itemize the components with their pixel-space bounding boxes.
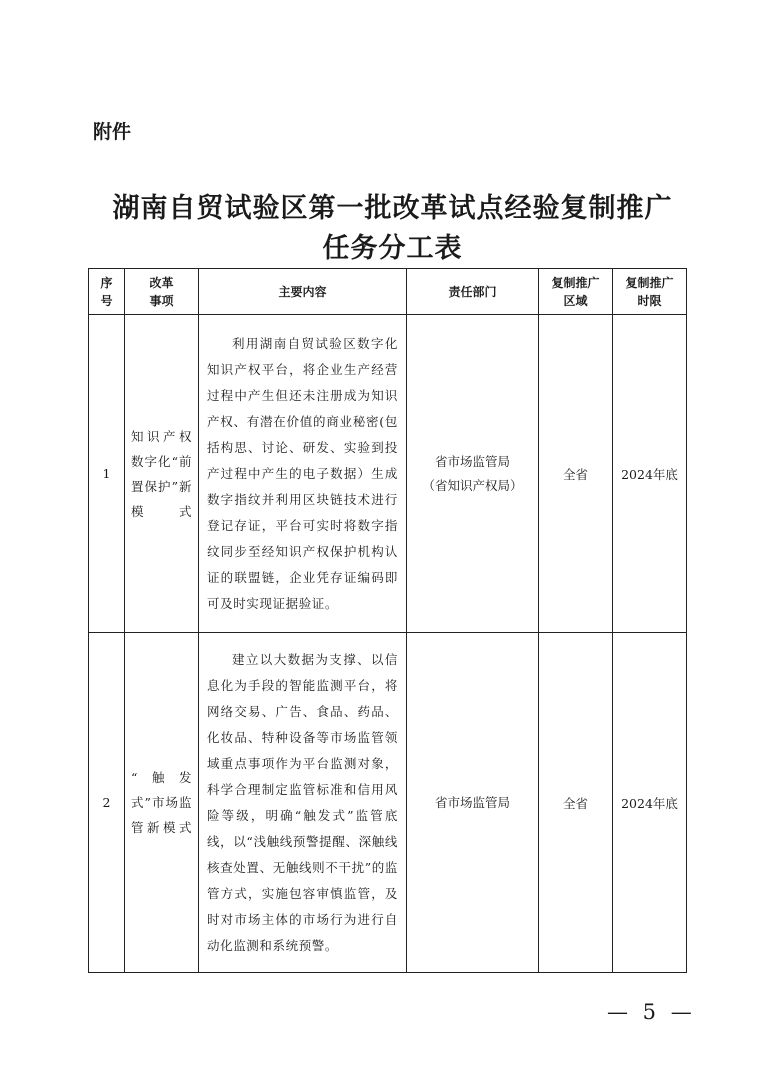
header-region: 复制推广区域: [539, 269, 613, 315]
row-dept-line1: 省市场监管局: [434, 453, 510, 469]
row-content: 建立以大数据为支撑、以信息化为手段的智能监测平台，将网络交易、广告、食品、药品、化妆品、特种设备等市场监管领域重点事项作为平台监测对象，科学合理制定监管标准和信用风险等级，明确“触发式”监管底线，以“浅触线预警提醒、深触线核查处置、无触线则不干扰”的监管方式，实施包容审慎监管，及时对市场主体的市场行为进行自动化监测和系统预警。: [199, 633, 407, 973]
header-item: 改革事项: [125, 269, 199, 315]
header-dept: 责任部门: [407, 269, 539, 315]
row-seq: 1: [89, 315, 125, 633]
row-deadline: 2024年底: [613, 315, 687, 633]
row-deadline: 2024年底: [613, 633, 687, 973]
row-dept-line1: 省市场监管局: [434, 794, 510, 810]
table-row: [89, 633, 687, 973]
page-number: — 5 —: [607, 1000, 696, 1024]
document-title-line-1: 湖南自贸试验区第一批改革试点经验复制推广: [112, 193, 673, 224]
task-table: [88, 268, 687, 973]
row-dept-line2: （省知识产权局）: [422, 477, 523, 493]
header-content: 主要内容: [199, 269, 407, 315]
header-deadline: 复制推广时限: [613, 269, 687, 315]
row-seq: 2: [89, 633, 125, 973]
row-region: 全省: [539, 315, 613, 633]
header-seq: 序号: [89, 269, 125, 315]
row-region: 全省: [539, 633, 613, 973]
row-dept: [407, 633, 539, 973]
table-header-row: [89, 269, 687, 315]
row-item: “触发式”市场监管新模式: [125, 633, 199, 973]
document-title-line-2: 任务分工表: [322, 233, 463, 264]
row-item: 知识产权数字化“前置保护”新模式: [125, 315, 199, 633]
row-content: 利用湖南自贸试验区数字化知识产权平台，将企业生产经营过程中产生但还未注册成为知识产权、有潜在价值的商业秘密(包括构思、讨论、研发、实验到投产过程中产生的电子数据）生成数字指纹并利用区块链技术进行登记存证，平台可实时将数字指纹同步至经知识产权保护机构认证的联盟链，企业凭存证编码即可及时实现证据验证。: [199, 315, 407, 633]
row-dept: [407, 315, 539, 633]
table-row: [89, 315, 687, 633]
attachment-label: 附件: [93, 121, 132, 143]
